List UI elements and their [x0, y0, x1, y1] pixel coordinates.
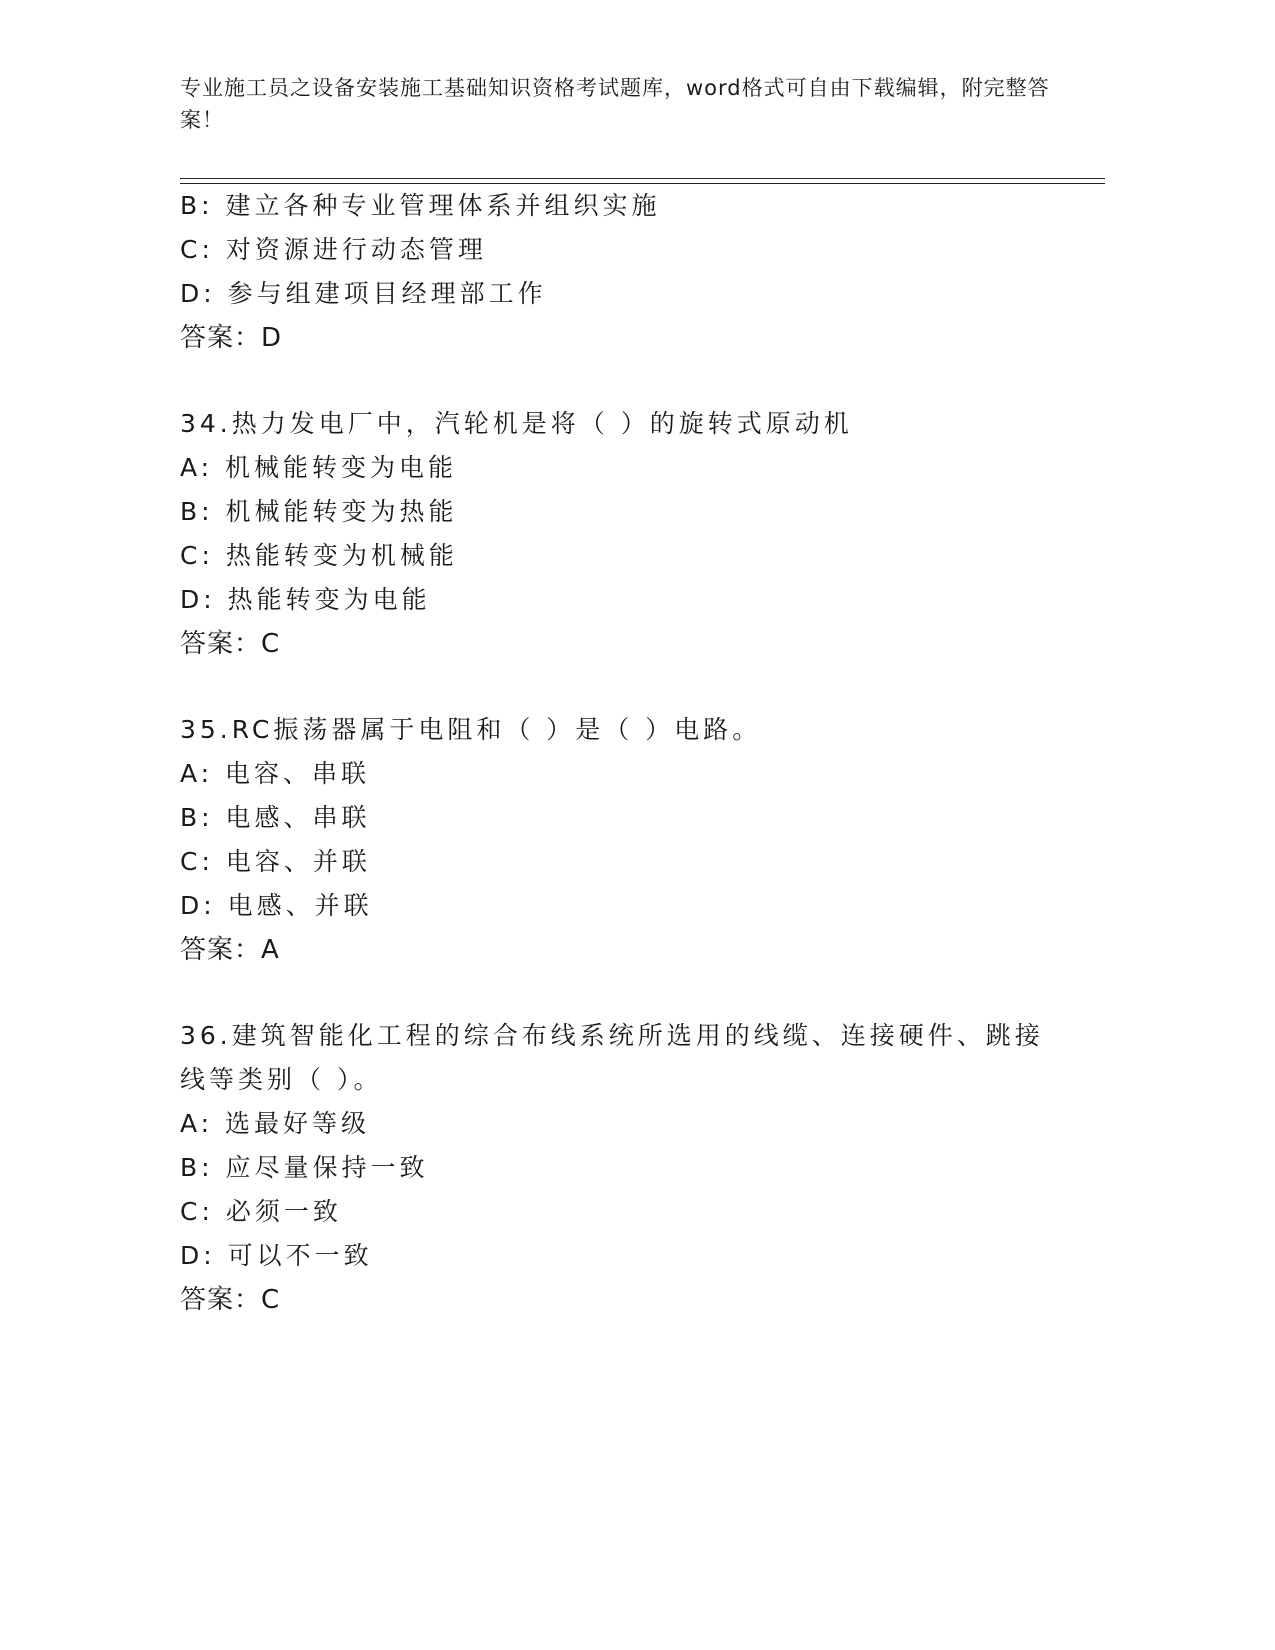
option-b: B: 电感、串联 [180, 803, 371, 832]
option-a: A: 电容、串联 [180, 759, 371, 788]
spacer [180, 972, 1060, 1014]
answer-line: 答案：C [180, 1285, 281, 1315]
option-a: A: 机械能转变为电能 [180, 453, 458, 482]
answer-line: 答案：D [180, 323, 283, 353]
option-d: D: 电感、并联 [180, 891, 373, 920]
document-header: 专业施工员之设备安装施工基础知识资格考试题库，word格式可自由下载编辑，附完整答案！ [180, 76, 1050, 132]
option-c: C: 热能转变为机械能 [180, 541, 458, 570]
answer-line: 答案：A [180, 935, 280, 965]
option-b: B: 建立各种专业管理体系并组织实施 [180, 191, 661, 220]
option-d: D: 参与组建项目经理部工作 [180, 279, 547, 308]
option-b: B: 机械能转变为热能 [180, 497, 458, 526]
option-a: A: 选最好等级 [180, 1109, 371, 1138]
option-c: C: 电容、并联 [180, 847, 371, 876]
question-block-35 [180, 708, 1060, 972]
question-stem: 35.RC振荡器属于电阻和（ ）是（ ）电路。 [180, 715, 762, 744]
option-c: C: 必须一致 [180, 1197, 342, 1226]
question-stem: 34.热力发电厂中，汽轮机是将（ ）的旋转式原动机 [180, 409, 853, 438]
question-list [180, 184, 1060, 1322]
question-block-36 [180, 1014, 1060, 1322]
answer-line: 答案：C [180, 629, 281, 659]
question-block-34 [180, 402, 1060, 666]
option-d: D: 热能转变为电能 [180, 585, 431, 614]
question-stem: 36.建筑智能化工程的综合布线系统所选用的线缆、连接硬件、跳接线等类别（ ）。 [180, 1021, 1044, 1094]
option-c: C: 对资源进行动态管理 [180, 235, 487, 264]
spacer [180, 666, 1060, 708]
spacer [180, 360, 1060, 402]
option-d: D: 可以不一致 [180, 1241, 373, 1270]
question-block-33-continued [180, 184, 1060, 360]
option-b: B: 应尽量保持一致 [180, 1153, 429, 1182]
